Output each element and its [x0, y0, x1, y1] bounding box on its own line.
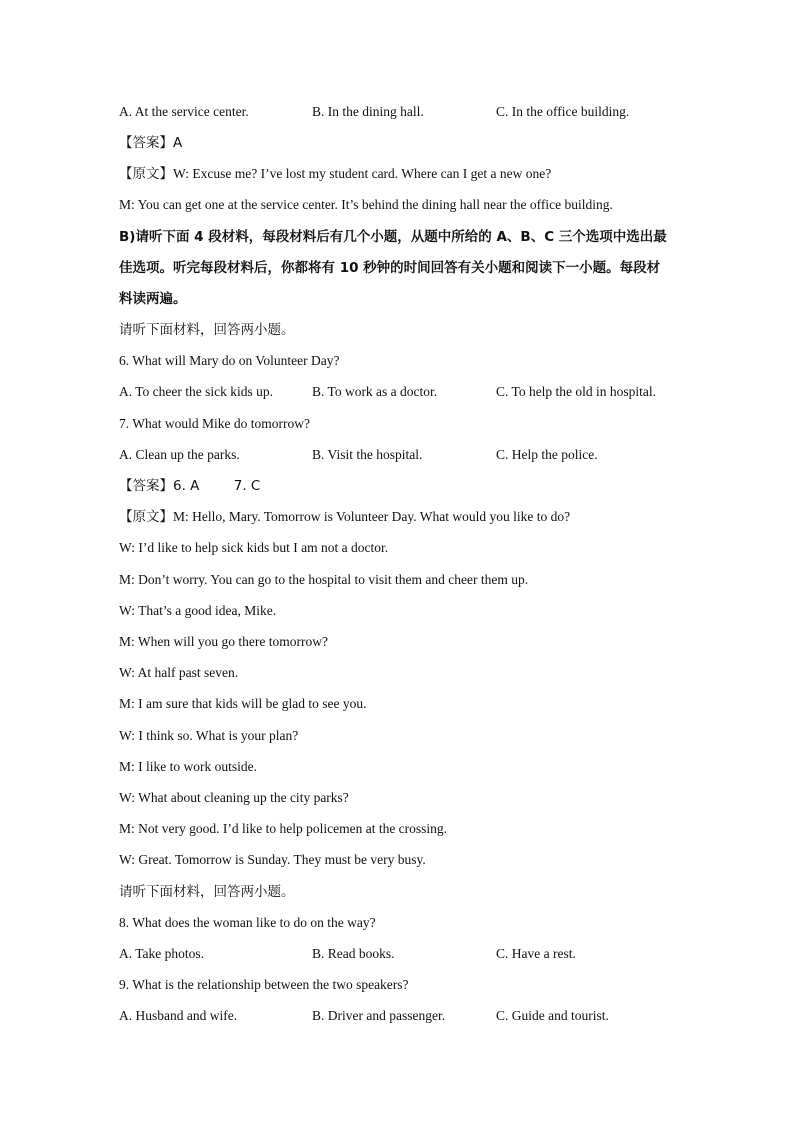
q5-option-b: B. In the dining hall.	[312, 104, 424, 119]
section-b-instructions-line: 料读两遍。	[119, 291, 187, 307]
q7-option-c: C. Help the police.	[496, 447, 598, 462]
section-b-instructions-line: 佳选项。听完每段材料后，你都将有 10 秒钟的时间回答有关小题和阅读下一小题。每段材	[119, 260, 661, 276]
q9-option-a: A. Husband and wife.	[119, 1008, 238, 1023]
transcript-line: M: When will you go there tomorrow?	[119, 634, 328, 649]
q5-transcript-line: 【原文】W: Excuse me? I’ve lost my student card. Where can I get a new one?	[119, 166, 552, 181]
transcript-line: M: Don’t worry. You can go to the hospital to visit them and cheer them up.	[119, 572, 529, 587]
q6-option-a: A. To cheer the sick kids up.	[119, 384, 274, 399]
transcript-line: W: Great. Tomorrow is Sunday. They must be very busy.	[119, 852, 426, 867]
transcript-line: W: What about cleaning up the city parks?	[119, 790, 349, 805]
q8-option-b: B. Read books.	[312, 946, 395, 961]
q9-option-c: C. Guide and tourist.	[496, 1008, 609, 1023]
q7-option-a: A. Clean up the parks.	[119, 447, 240, 462]
passage1-intro: 请听下面材料，回答两小题。	[119, 322, 295, 338]
transcript-line: W: I think so. What is your plan?	[119, 728, 299, 743]
q6-option-c: C. To help the old in hospital.	[496, 384, 657, 399]
q6-option-b: B. To work as a doctor.	[312, 384, 438, 399]
q6-7-answer: 【答案】6. A 7. C	[119, 478, 261, 494]
transcript-line: 【原文】M: Hello, Mary. Tomorrow is Volunteer Day. What would you like to do?	[119, 509, 571, 524]
q7-question: 7. What would Mike do tomorrow?	[119, 416, 310, 431]
transcript-line: M: I am sure that kids will be glad to see you.	[119, 696, 367, 711]
section-b-instructions-line: B)请听下面 4 段材料，每段材料后有几个小题，从题中所给的 A、B、C 三个选项中选出最	[119, 229, 667, 245]
q6-question: 6. What will Mary do on Volunteer Day?	[119, 353, 340, 368]
q8-option-a: A. Take photos.	[119, 946, 205, 961]
transcript-line: W: That’s a good idea, Mike.	[119, 603, 277, 618]
q9-option-b: B. Driver and passenger.	[312, 1008, 446, 1023]
q5-option-c: C. In the office building.	[496, 104, 630, 119]
transcript-line: W: I’d like to help sick kids but I am not a doctor.	[119, 540, 389, 555]
passage2-intro: 请听下面材料，回答两小题。	[119, 884, 295, 900]
transcript-line: W: At half past seven.	[119, 665, 239, 680]
q7-option-b: B. Visit the hospital.	[312, 447, 423, 462]
q5-transcript-line: M: You can get one at the service center. It’s behind the dining hall near the office building.	[119, 197, 613, 212]
q5-answer: 【答案】A	[119, 135, 183, 151]
q9-question: 9. What is the relationship between the two speakers?	[119, 977, 409, 992]
q8-option-c: C. Have a rest.	[496, 946, 576, 961]
transcript-line: M: Not very good. I’d like to help policemen at the crossing.	[119, 821, 448, 836]
q5-option-a: A. At the service center.	[119, 104, 249, 119]
transcript-line: M: I like to work outside.	[119, 759, 257, 774]
q8-question: 8. What does the woman like to do on the way?	[119, 915, 376, 930]
